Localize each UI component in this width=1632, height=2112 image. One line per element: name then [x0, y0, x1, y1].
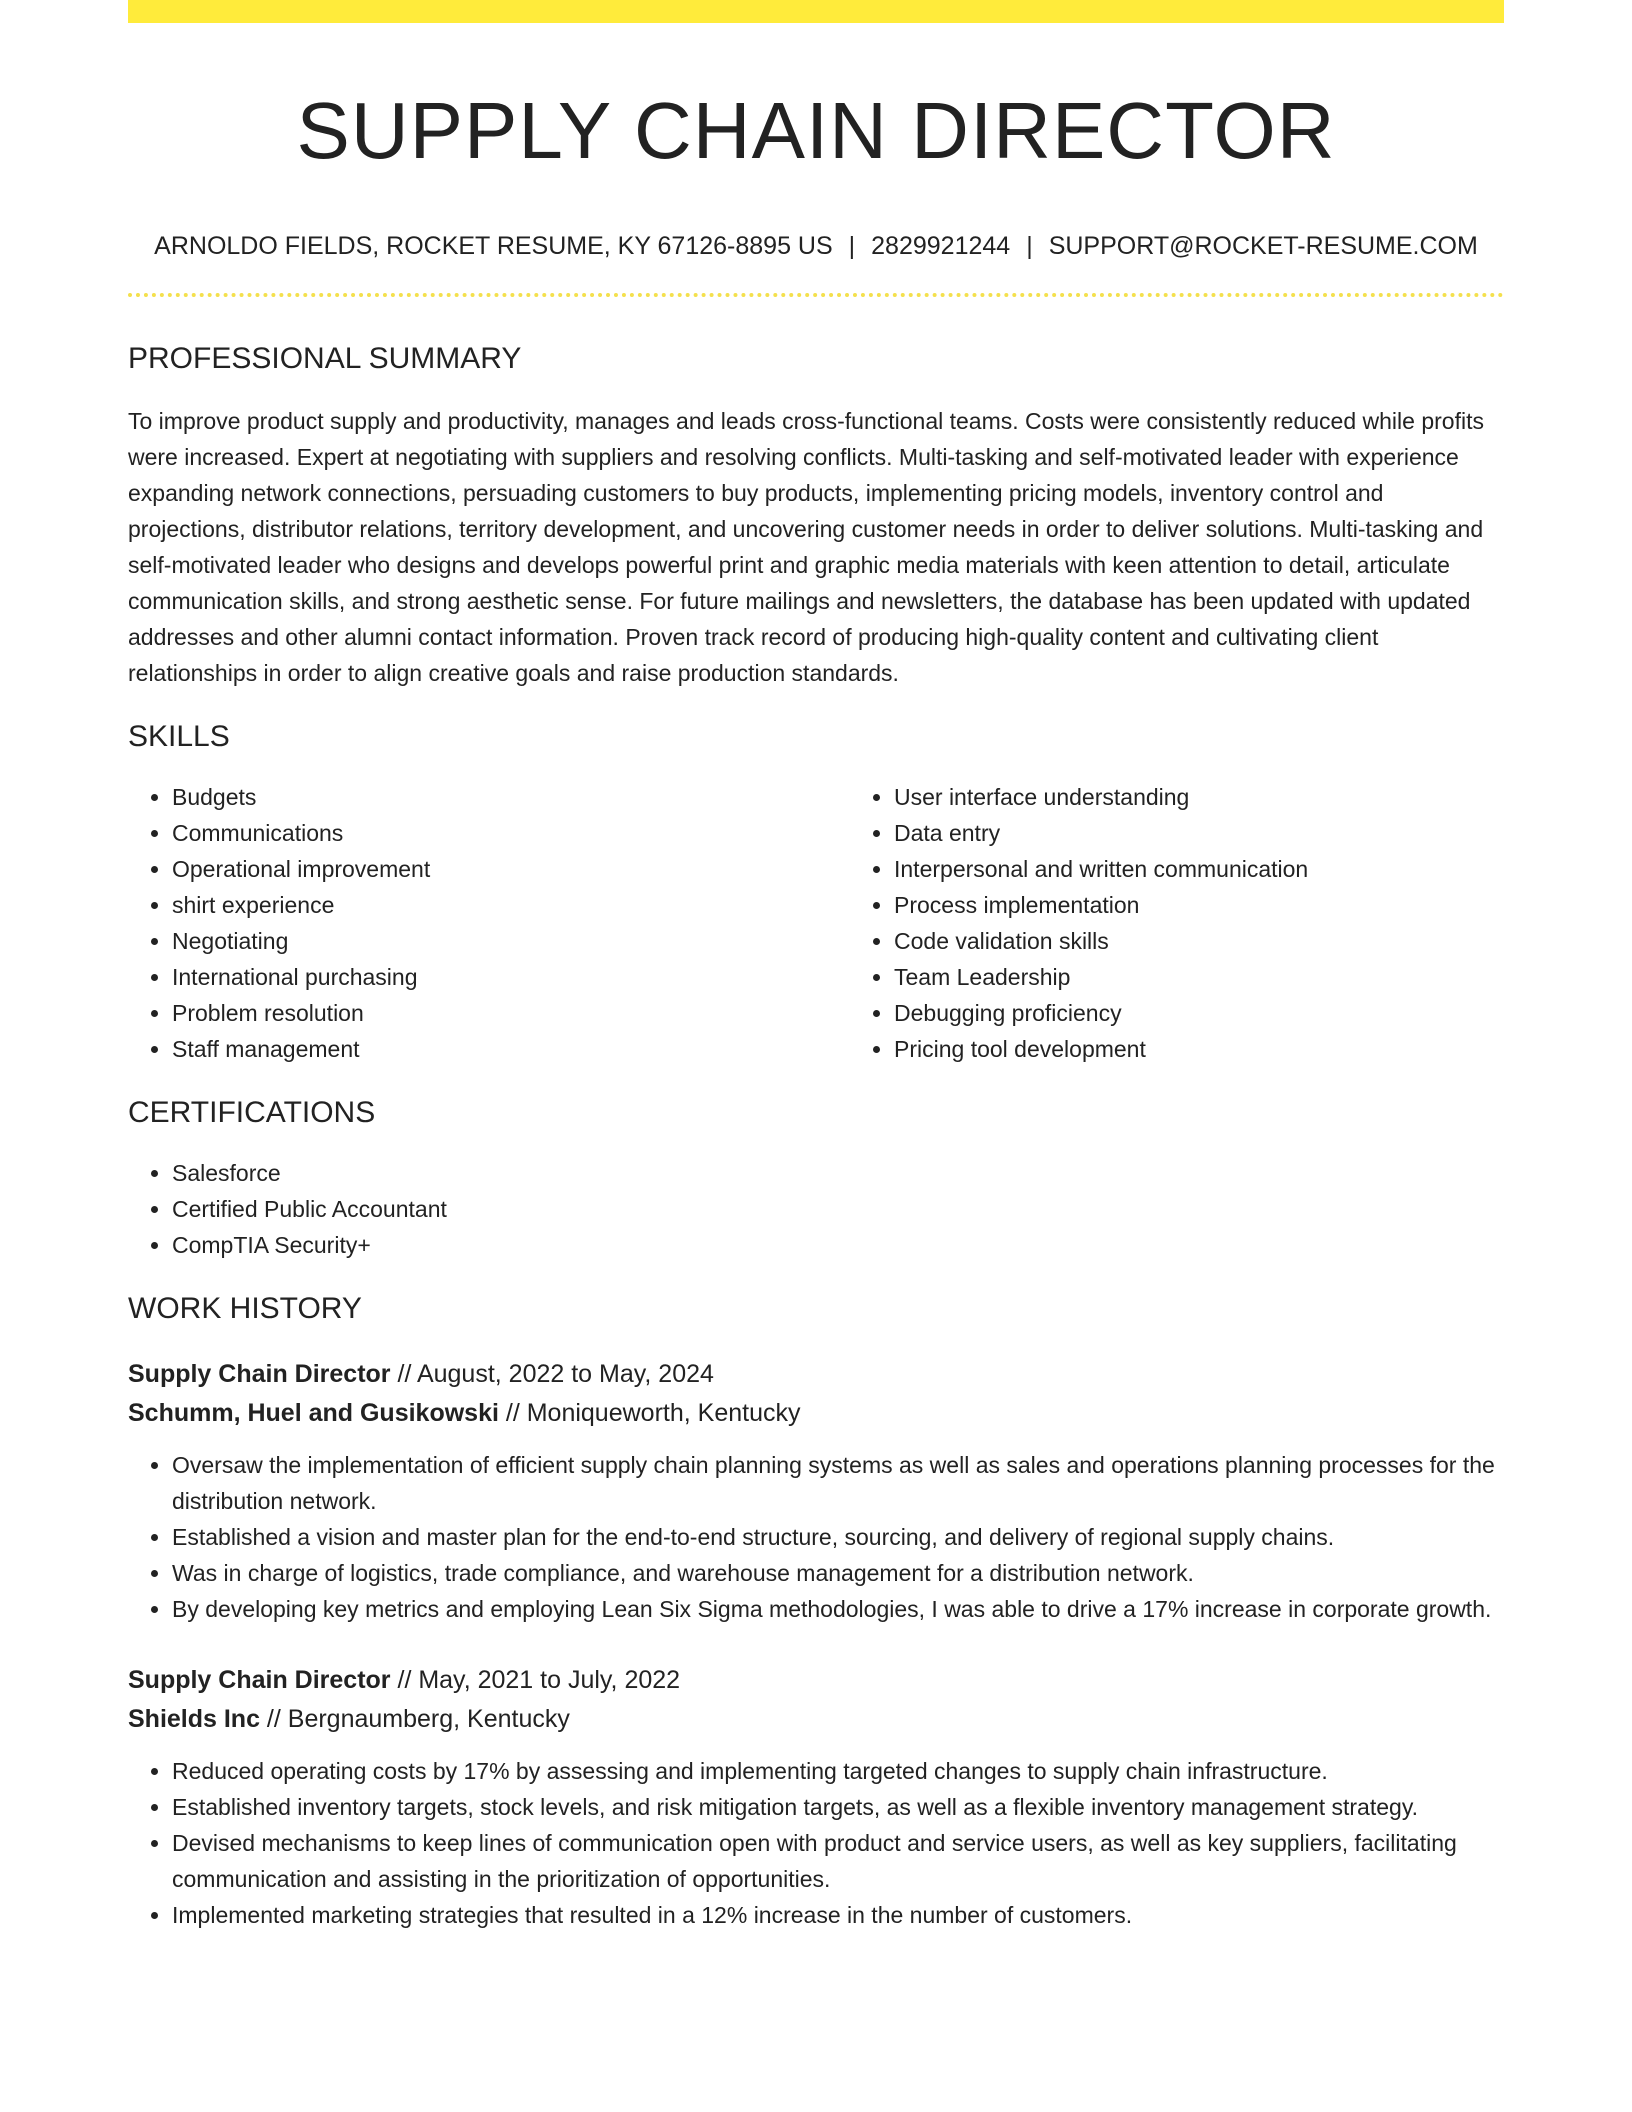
certifications-section [128, 1095, 1504, 1263]
skills-list-right [850, 779, 1504, 1067]
skill-item: • Problem resolution [172, 995, 850, 1031]
job-entry [128, 1355, 1504, 1627]
job-entry [128, 1661, 1504, 1933]
job-title-line [128, 1661, 1504, 1700]
skills-heading: SKILLS [128, 720, 230, 753]
summary-heading: PROFESSIONAL SUMMARY [128, 342, 522, 375]
skill-item: • Communications [172, 815, 850, 851]
job-location: // Moniqueworth, Kentucky [498, 1399, 801, 1427]
summary-section [128, 341, 1504, 691]
job-bullet: • Devised mechanisms to keep lines of communication open with product and service users, as well as key suppliers, facilitating communication and assisting in the prioritization of opportunities. [172, 1825, 1504, 1897]
accent-top-bar [128, 0, 1504, 23]
contact-email: SUPPORT@ROCKET-RESUME.COM [1048, 232, 1478, 260]
skill-item: • Data entry [894, 815, 1504, 851]
resume-page [128, 0, 1504, 1933]
contact-phone: 2829921244 [871, 232, 1011, 260]
skill-item: • Code validation skills [894, 923, 1504, 959]
job-bullet: • Reduced operating costs by 17% by assessing and implementing targeted changes to supply chain infrastructure. [172, 1753, 1504, 1789]
job-bullets [128, 1447, 1504, 1627]
job-dates: // May, 2021 to July, 2022 [390, 1666, 681, 1694]
job-company: Schumm, Huel and Gusikowski [128, 1399, 499, 1427]
job-bullet: • Oversaw the implementation of efficient supply chain planning systems as well as sales and operations planning processes for the distribution network. [172, 1447, 1504, 1519]
contact-address: ARNOLDO FIELDS, ROCKET RESUME, KY 67126-8895 US [154, 232, 833, 260]
job-bullet: • By developing key metrics and employing Lean Six Sigma methodologies, I was able to drive a 17% increase in corporate growth. [172, 1591, 1504, 1627]
certification-item: • Salesforce [172, 1155, 1504, 1191]
contact-separator: | [848, 232, 856, 260]
certification-item: • CompTIA Security+ [172, 1227, 1504, 1263]
job-company: Shields Inc [128, 1705, 260, 1733]
dotted-divider [128, 293, 1504, 297]
contact-separator: | [1026, 232, 1033, 260]
job-dates: // August, 2022 to May, 2024 [390, 1360, 714, 1388]
resume-title: SUPPLY CHAIN DIRECTOR [296, 86, 1336, 175]
job-bullet: • Established a vision and master plan for the end-to-end structure, sourcing, and delivery of regional supply chains. [172, 1519, 1504, 1555]
job-bullet: • Was in charge of logistics, trade compliance, and warehouse management for a distribution network. [172, 1555, 1504, 1591]
job-bullet: • Established inventory targets, stock levels, and risk mitigation targets, as well as a flexible inventory management strategy. [172, 1789, 1504, 1825]
job-title: Supply Chain Director [128, 1666, 391, 1694]
skill-item: • Debugging proficiency [894, 995, 1504, 1031]
certifications-list [128, 1155, 1504, 1263]
skill-item: • Process implementation [894, 887, 1504, 923]
skills-columns [128, 779, 1504, 1067]
skill-item: • Negotiating [172, 923, 850, 959]
skill-item: • Operational improvement [172, 851, 850, 887]
contact-line [128, 231, 1504, 261]
work-history-section [128, 1291, 1504, 1933]
skill-item: • Pricing tool development [894, 1031, 1504, 1067]
skill-item: • International purchasing [172, 959, 850, 995]
job-company-line [128, 1394, 1504, 1433]
skill-item: • Budgets [172, 779, 850, 815]
skills-section [128, 719, 1504, 1067]
job-company-line [128, 1700, 1504, 1739]
skill-item: • shirt experience [172, 887, 850, 923]
summary-text: To improve product supply and productivity, manages and leads cross-functional teams. Costs were consistently reduced while profits were increased. Expert at negotiating with suppliers and resolving conflicts. Multi-tasking and self-motivated leader with experience expanding network connections, persuading customers to buy products, implementing pricing models, inventory control and projections, distributor relations, territory development, and uncovering customer needs in order to deliver solutions. Multi-tasking and self-motivated leader who designs and develops powerful print and graphic media materials with keen attention to detail, articulate communication skills, and strong aesthetic sense. For future mailings and newsletters, the database has been updated with updated addresses and other alumni contact information. Proven track record of producing high-quality content and cultivating client relationships in order to align creative goals and raise production standards. [128, 408, 1484, 686]
certifications-heading: CERTIFICATIONS [128, 1096, 376, 1129]
job-bullets [128, 1753, 1504, 1933]
job-title: Supply Chain Director [128, 1360, 391, 1388]
skill-item: • Interpersonal and written communication [894, 851, 1504, 887]
skill-item: • User interface understanding [894, 779, 1504, 815]
skills-list-left [128, 779, 850, 1067]
skill-item: • Staff management [172, 1031, 850, 1067]
job-bullet: • Implemented marketing strategies that resulted in a 12% increase in the number of customers. [172, 1897, 1504, 1933]
job-title-line [128, 1355, 1504, 1394]
skill-item: • Team Leadership [894, 959, 1504, 995]
certification-item: • Certified Public Accountant [172, 1191, 1504, 1227]
work-history-heading: WORK HISTORY [128, 1292, 362, 1325]
job-location: // Bergnaumberg, Kentucky [259, 1705, 570, 1733]
